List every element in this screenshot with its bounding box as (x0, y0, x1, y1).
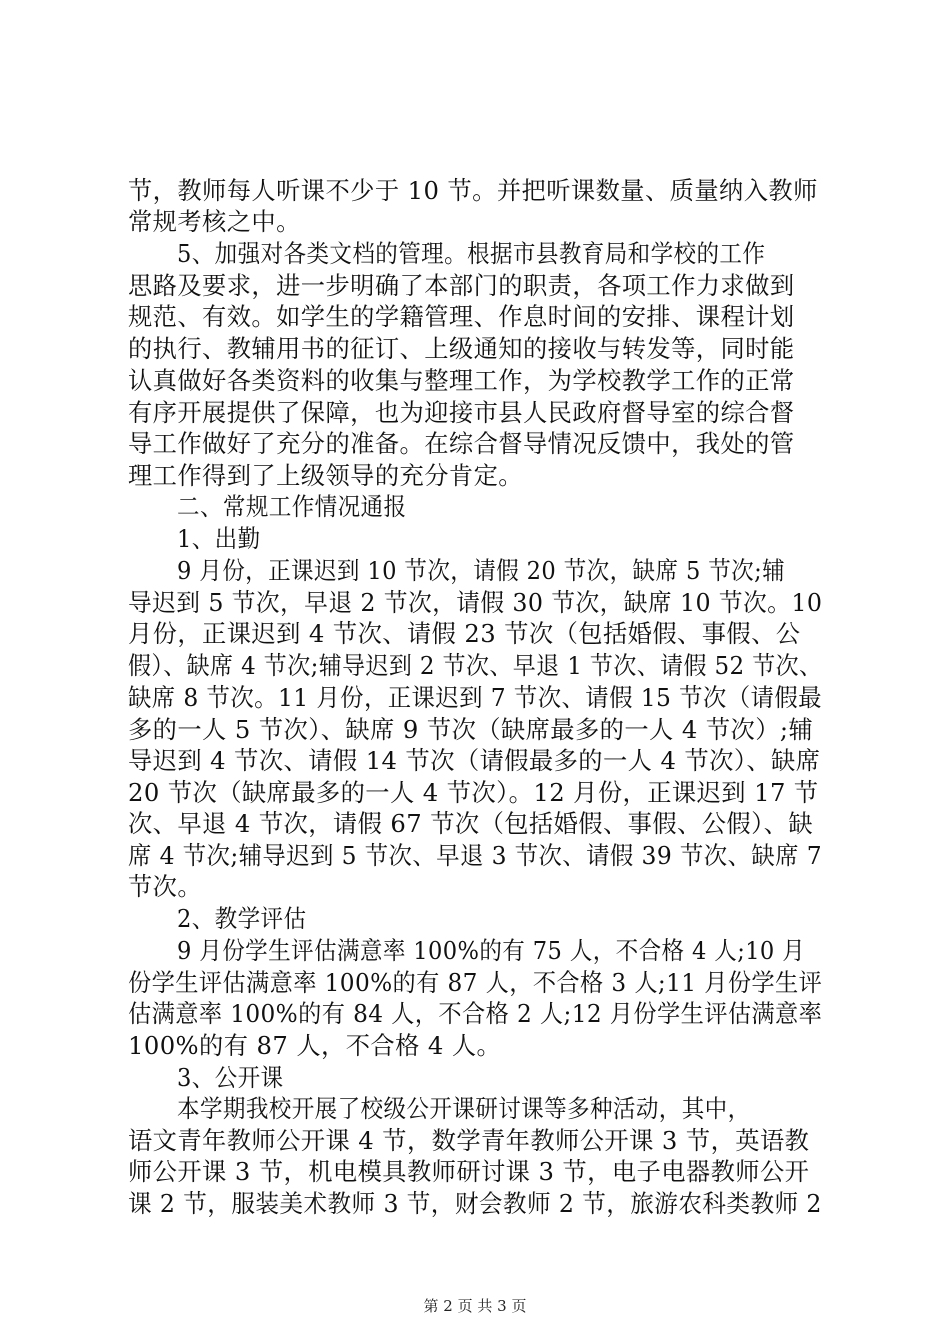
text-line: 语文青年教师公开课 4 节，数学青年教师公开课 3 节，英语教 (128, 1126, 810, 1155)
text-line: 月份，正课迟到 4 节次、请假 23 节次（包括婚假、事假、公 (128, 619, 801, 648)
text-line: 5、加强对各类文档的管理。根据市县教育局和学校的工作 (177, 239, 766, 268)
text-line: 思路及要求，进一步明确了本部门的职责，各项工作力求做到 (128, 271, 795, 300)
text-line: 席 4 节次;辅导迟到 5 节次、早退 3 节次、请假 39 节次、缺席 7 (128, 841, 823, 870)
subsection-heading: 3、公开课 (177, 1063, 284, 1092)
text-line: 多的一人 5 节次）、缺席 9 节次（缺席最多的一人 4 节次）;辅 (128, 715, 814, 744)
text-line: 导迟到 5 节次，早退 2 节次，请假 30 节次，缺席 10 节次。10 (128, 588, 823, 617)
text-line: 节，教师每人听课不少于 10 节。并把听课数量、质量纳入教师 (128, 176, 818, 205)
text-line: 本学期我校开展了校级公开课研讨课等多种活动，其中， (177, 1094, 751, 1123)
text-line: 课 2 节，服装美术教师 3 节，财会教师 2 节，旅游农科类教师 2 (128, 1189, 822, 1218)
text-line: 节次。 (128, 872, 203, 901)
text-line: 导工作做好了充分的准备。在综合督导情况反馈中，我处的管 (128, 429, 795, 458)
text-line: 认真做好各类资料的收集与整理工作，为学校教学工作的正常 (128, 366, 795, 395)
subsection-heading: 1、出勤 (177, 524, 261, 553)
text-line: 9 月份，正课迟到 10 节次，请假 20 节次，缺席 5 节次;辅 (177, 556, 786, 585)
text-line: 假）、缺席 4 节次;辅导迟到 2 节次、早退 1 节次、请假 52 节次、 (128, 651, 823, 680)
text-line: 100%的有 87 人，不合格 4 人。 (128, 1031, 502, 1060)
text-line: 导迟到 4 节次、请假 14 节次（请假最多的一人 4 节次）、缺席 (128, 746, 821, 775)
text-line: 估满意率 100%的有 84 人，不合格 2 人;12 月份学生评估满意率 (128, 999, 823, 1028)
text-line: 常规考核之中。 (128, 207, 301, 236)
text-line: 次、早退 4 节次，请假 67 节次（包括婚假、事假、公假）、缺 (128, 809, 814, 838)
text-line: 师公开课 3 节，机电模具教师研讨课 3 节，电子电器教师公开 (128, 1157, 810, 1186)
text-line: 规范、有效。如学生的学籍管理、作息时间的安排、课程计划 (128, 302, 795, 331)
section-heading: 二、常规工作情况通报 (177, 492, 407, 521)
text-line: 份学生评估满意率 100%的有 87 人，不合格 3 人;11 月份学生评 (128, 968, 823, 997)
text-line: 20 节次（缺席最多的一人 4 节次）。12 月份，正课迟到 17 节 (128, 778, 819, 807)
subsection-heading: 2、教学评估 (177, 904, 307, 933)
text-line: 理工作得到了上级领导的充分肯定。 (128, 461, 523, 490)
text-line: 9 月份学生评估满意率 100%的有 75 人，不合格 4 人;10 月 (177, 936, 806, 965)
text-line: 的执行、教辅用书的征订、上级通知的接收与转发等，同时能 (128, 334, 795, 363)
text-line: 缺席 8 节次。11 月份，正课迟到 7 节次、请假 15 节次（请假最 (128, 683, 822, 712)
text-line: 有序开展提供了保障，也为迎接市县人民政府督导室的综合督 (128, 398, 795, 427)
page-footer: 第 2 页 共 3 页 (423, 1297, 527, 1315)
